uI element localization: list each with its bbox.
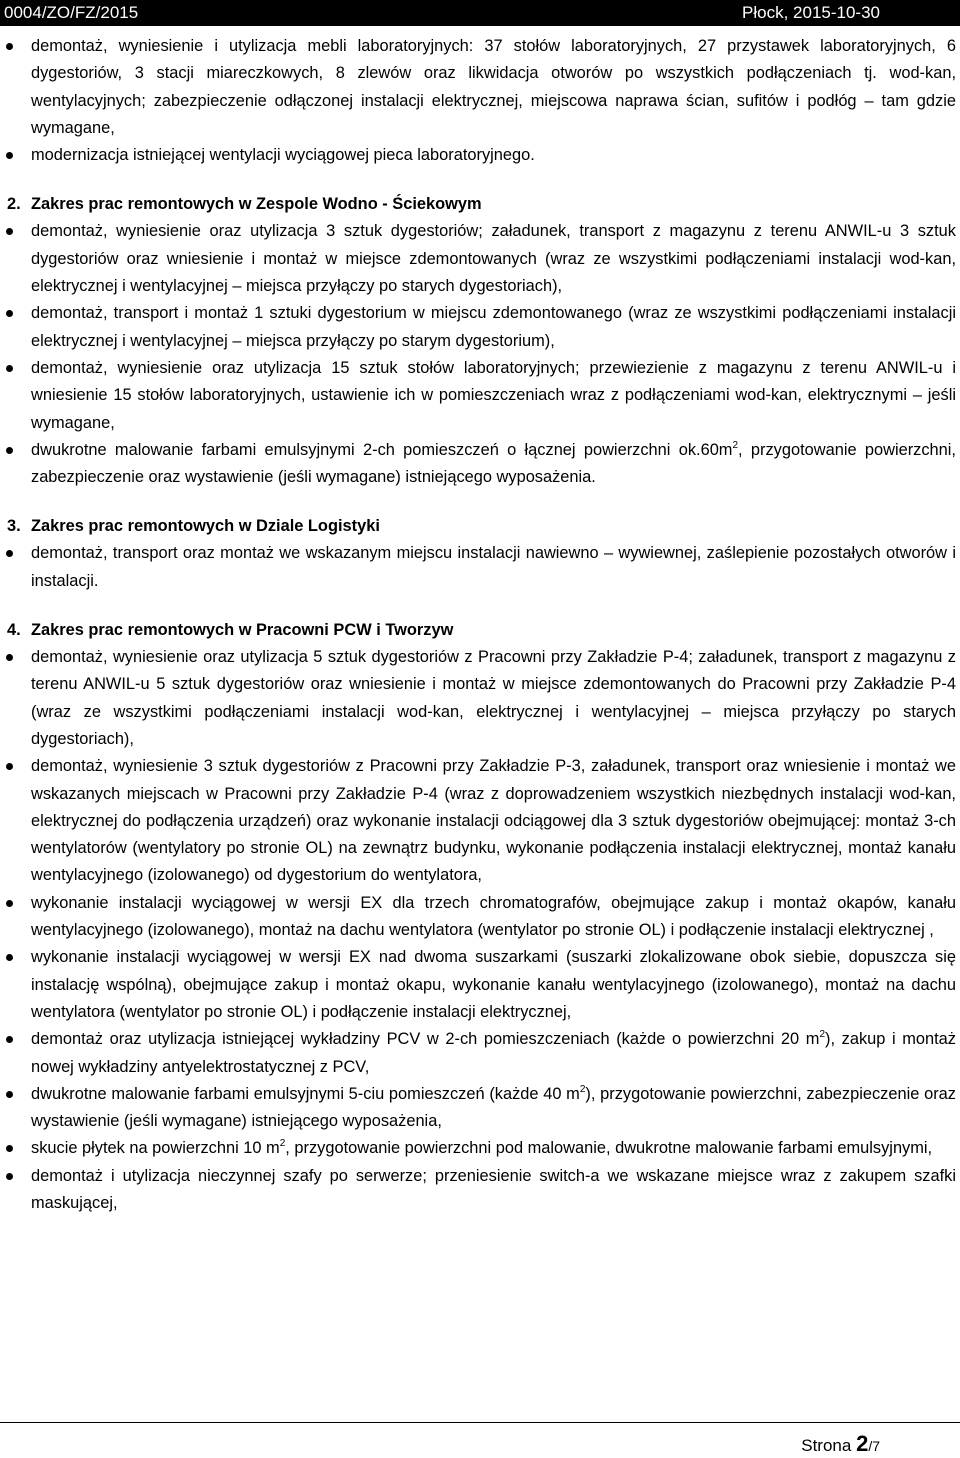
list-item: demontaż, wyniesienie oraz utylizacja 5 sztuk dygestoriów z Pracowni przy Zakładzie P-4; załadunek, transport z magazynu z terenu ANWIL-u 5 sztuk dygestoriów oraz wniesienie i montaż w miejsce zdemontowanych do Pracowni przy Zakładzie P-4 (wraz ze wszystkimi podłączeniami instalacji wod-kan, elektrycznej i wentylacyjnej – miejsca przyłączy po starych dygestoriach), [0, 644, 960, 753]
list-item: dwukrotne malowanie farbami emulsyjnymi 5-ciu pomieszczeń (każde 40 $m^2$), przygotowanie powierzchni, zabezpieczenie oraz wystawienie (jeśli wymagane) istniejącego wyposażenia, [0, 1081, 960, 1136]
section-2-list [0, 218, 960, 491]
list-item: demontaż oraz utylizacja istniejącej wykładziny PCV w 2-ch pomieszczeniach (każde o powierzchni 20 $m^2$), zakup i montaż nowej wykładziny antyelektrostatycznej z PCV, [0, 1026, 960, 1081]
section-4-list [0, 644, 960, 1217]
intro-list [0, 33, 960, 169]
page-header [0, 0, 960, 26]
page-number: Strona 2/7 [801, 1431, 880, 1456]
place-date: Płock, 2015-10-30 [742, 3, 880, 22]
list-item: demontaż, transport i montaż 1 sztuki dygestorium w miejscu zdemontowanego (wraz ze wszystkimi podłączeniami instalacji elektrycznej i wentylacyjnej – miejsca przyłączy po starym dygestorium), [0, 300, 960, 355]
list-item: wykonanie instalacji wyciągowej w wersji EX nad dwoma suszarkami (suszarki zlokalizowane obok siebie, dopuszcza się instalację wspólną), obejmujące zakup i montaż okapu, wykonanie kanału wentylacyjnego (izolowanego), montaż na dachu wentylatora (wentylator po stronie OL) i podłączenie instalacji elektrycznej, [0, 944, 960, 1026]
list-item: demontaż, wyniesienie oraz utylizacja 3 sztuk dygestoriów; załadunek, transport z magazynu z terenu ANWIL-u 3 sztuk dygestoriów oraz wniesienie i montaż w miejsce zdemontowanych (wraz ze wszystkimi podłączeniami instalacji wod-kan, elektrycznej i wentylacyjnej – miejsca przyłączy po starych dygestoriach), [0, 218, 960, 300]
list-item: modernizacja istniejącej wentylacji wyciągowej pieca laboratoryjnego. [0, 142, 960, 169]
total-pages: /7 [868, 1438, 880, 1454]
list-item: dwukrotne malowanie farbami emulsyjnymi 2-ch pomieszczeń o łącznej powierzchni $ok.60m^2$, przygotowanie powierzchni, zabezpieczenie oraz wystawienie (jeśli wymagane) istniejącego wyposażenia. [0, 437, 960, 492]
document-number: 0004/ZO/FZ/2015 [4, 3, 139, 22]
document-body [0, 33, 960, 1217]
section-heading-4: 4. Zakres prac remontowych w Pracowni PCW i Tworzyw [7, 621, 454, 640]
section-heading-2: 2. Zakres prac remontowych w Zespole Wodno - Ściekowym [7, 195, 482, 214]
list-item: demontaż i utylizacja nieczynnej szafy po serwerze; przeniesienie switch-a we wskazane miejsce wraz z zakupem szafki maskującej, [0, 1163, 960, 1218]
section-3-list [0, 540, 960, 595]
list-item: demontaż, wyniesienie i utylizacja mebli laboratoryjnych: 37 stołów laboratoryjnych, 27 przystawek laboratoryjnych, 6 dygestoriów, 3 stacji miareczkowych, 8 zlewów oraz likwidacja otworów po wszystkich podłączeniach tj. wod-kan, wentylacyjnych; zabezpieczenie odłączonej instalacji elektrycznej, miejscowa naprawa ścian, sufitów i podłóg – tam gdzie wymagane, [0, 33, 960, 142]
list-item: skucie płytek na powierzchni 10 $m^2$, przygotowanie powierzchni pod malowanie, dwukrotne malowanie farbami emulsyjnymi, [0, 1135, 960, 1162]
list-item: demontaż, transport oraz montaż we wskazanym miejscu instalacji nawiewno – wywiewnej, zaślepienie pozostałych otworów i instalacji. [0, 540, 960, 595]
list-item: demontaż, wyniesienie 3 sztuk dygestoriów z Pracowni przy Zakładzie P-3, załadunek, transport oraz wniesienie i montaż we wskazanych miejscach w Pracowni przy Zakładzie P-4 (wraz z doprowadzeniem wszystkich niezbędnych instalacji wod-kan, elektrycznej do podłączenia urządzeń) oraz wykonanie instalacji odciągowej dla 3 sztuk dygestoriów obejmującej: montaż 3-ch wentylatorów (wentylatory po stronie OL) na zewnątrz budynku, wykonanie podłączenia instalacji elektrycznej, montaż kanału wentylacyjnego (izolowanego) od dygestorium do wentylatora, [0, 753, 960, 889]
list-item: demontaż, wyniesienie oraz utylizacja 15 sztuk stołów laboratoryjnych; przewiezienie z magazynu z terenu ANWIL-u i wniesienie 15 stołów laboratoryjnych, ustawienie ich w pomieszczeniach wraz z podłączeniami wod-kan, elektrycznymi – jeśli wymagane, [0, 355, 960, 437]
footer-divider [0, 1422, 960, 1423]
section-heading-3: 3. Zakres prac remontowych w Dziale Logistyki [7, 517, 380, 536]
list-item: wykonanie instalacji wyciągowej w wersji EX dla trzech chromatografów, obejmujące zakup i montaż okapów, kanału wentylacyjnego (izolowanego), montaż na dachu wentylatora (wentylator po stronie OL) i podłączenie instalacji elektrycznej , [0, 890, 960, 945]
current-page: 2 [856, 1431, 869, 1456]
